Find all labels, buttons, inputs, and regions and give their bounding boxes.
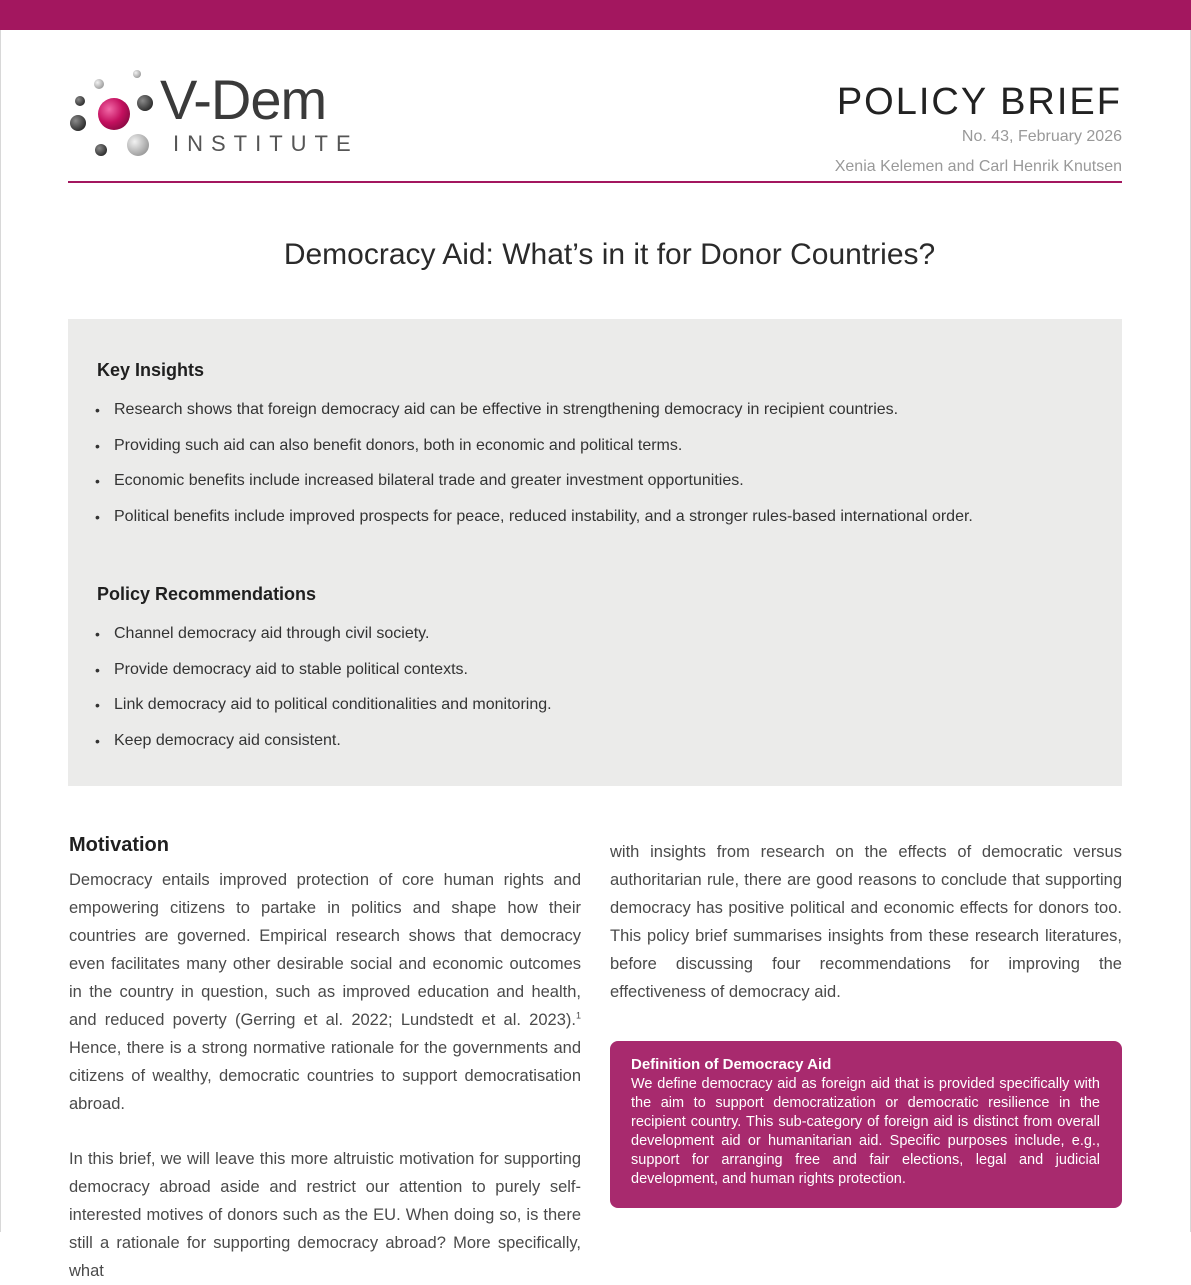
definition-box (610, 1041, 1122, 1208)
policy-recommendations-heading: Policy Recommendations (97, 584, 317, 604)
document-title: Democracy Aid: What’s in it for Donor Countries? (283, 238, 936, 271)
right-column (610, 838, 1122, 1006)
list-item: • Channel democracy aid through civil society. (95, 622, 552, 658)
motivation-paragraph-continued: with insights from research on the effects of democratic versus authoritarian rule, there are good reasons to conclude that supporting democracy has positive political and economic effects for donors too. This policy brief summarises insights from these research literatures, before discussing four recommendations for improving the effectiveness of democracy aid. (610, 843, 1122, 1001)
brief-header (622, 80, 1122, 178)
vdem-logo (64, 66, 374, 166)
list-item: • Research shows that foreign democracy aid can be effective in strengthening democracy in recipient countries. (95, 398, 973, 434)
paragraph-text: Hence, there is a strong normative rationale for the governments and citizens of wealthy, democratic countries to support democratisation abroad. (69, 1039, 581, 1113)
list-item: • Providing such aid can also benefit donors, both in economic and political terms. (95, 434, 973, 470)
logo-dots-icon (64, 66, 160, 166)
header-divider (68, 181, 1122, 183)
left-column (69, 866, 581, 1285)
motivation-paragraph-1 (69, 866, 581, 1118)
list-item: • Political benefits include improved prospects for peace, reduced instability, and a stronger rules-based international order. (95, 505, 973, 541)
brief-authors: Xenia Kelemen and Carl Henrik Knutsen (834, 158, 1122, 175)
motivation-heading: Motivation (69, 834, 169, 856)
definition-title: Definition of Democracy Aid (631, 1056, 832, 1073)
policy-recommendations-list (95, 622, 552, 764)
list-item: • Link democracy aid to political conditionalities and monitoring. (95, 693, 552, 729)
list-item: • Keep democracy aid consistent. (95, 729, 552, 765)
footnote-marker[interactable]: 1 (575, 1010, 581, 1021)
top-accent-bar (0, 0, 1191, 30)
motivation-paragraph-2: In this brief, we will leave this more altruistic motivation for supporting democracy abroad aside and restrict our attention to purely self-interested motives of donors such as the EU. When doing so, is there still a rationale for supporting democracy abroad? More specifically, what (69, 1150, 581, 1280)
logo-subtitle: INSTITUTE (173, 131, 359, 156)
summary-box (68, 319, 1122, 786)
paragraph-text: Democracy entails improved protection of core human rights and empowering citizens to partake in politics and shape how their countries are governed. Empirical research shows that democracy even facilitates many other desirable social and economic outcomes in the country in question, such as improved education and health, and reduced poverty (Gerring et al. 2022; Lundstedt et al. 2023). (69, 871, 581, 1029)
brief-type: POLICY BRIEF (836, 81, 1122, 123)
definition-text: We define democracy aid as foreign aid that is provided specifically with the aim to support democratization or democratic resilience in the recipient country. This sub-category of foreign aid is distinct from overall development aid or humanitarian aid. Specific purposes include, e.g., support for arranging free and fair elections, legal and judicial development, and human rights protection. (631, 1076, 1100, 1187)
brief-issue: No. 43, February 2026 (961, 128, 1122, 145)
key-insights-heading: Key Insights (97, 360, 205, 380)
list-item: • Provide democracy aid to stable political contexts. (95, 658, 552, 694)
logo-wordmark: V-Dem (160, 68, 327, 131)
key-insights-list (95, 398, 973, 540)
list-item: • Economic benefits include increased bilateral trade and greater investment opportunities. (95, 469, 973, 505)
